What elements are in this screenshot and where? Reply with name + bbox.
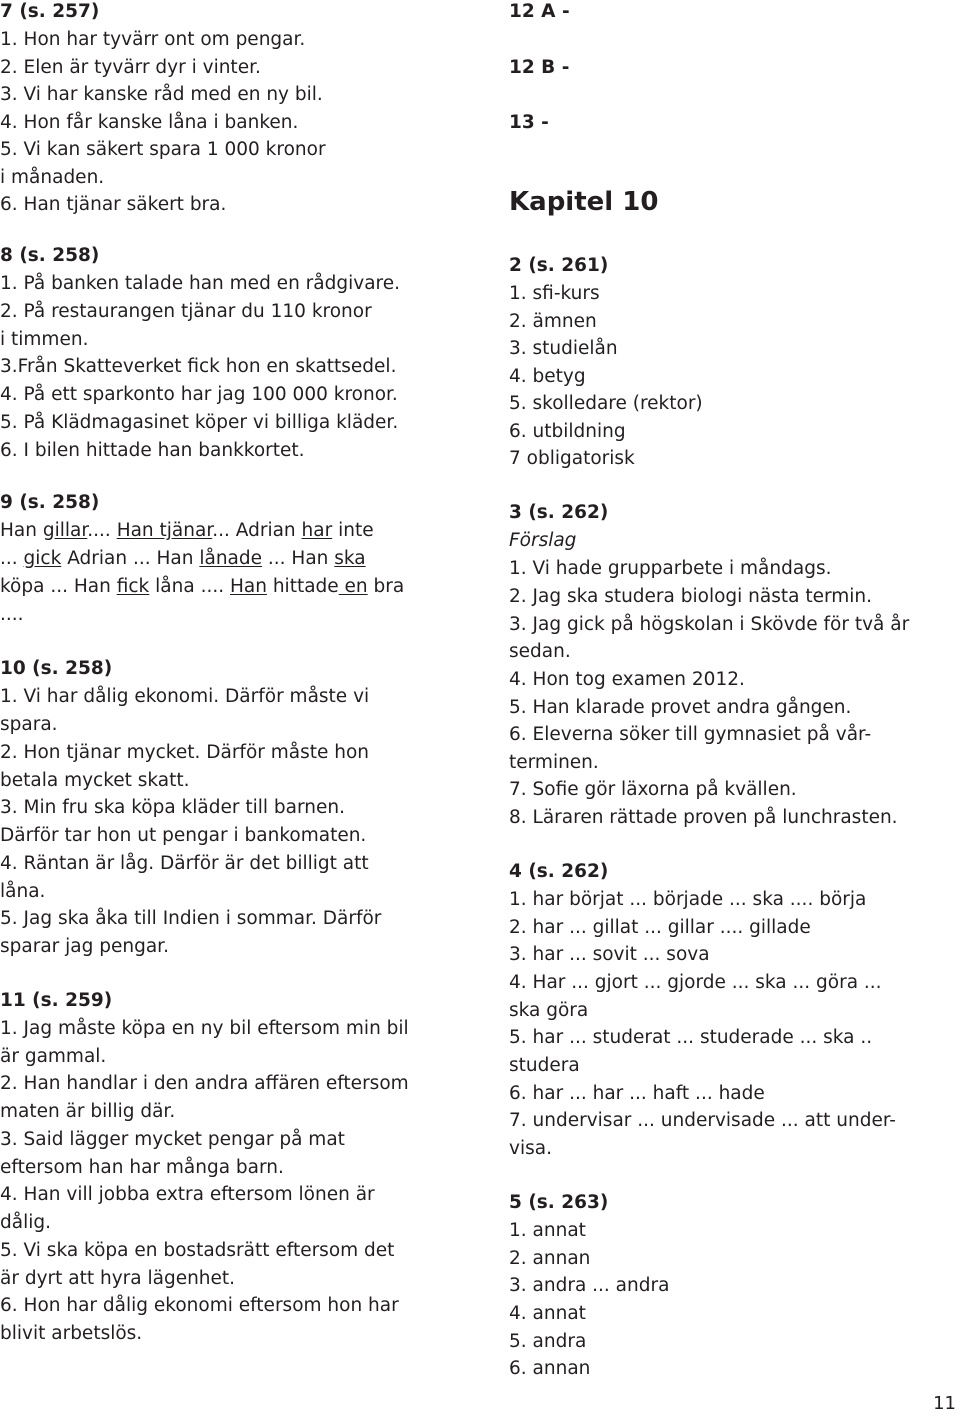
text-segment: Adrian ... Han <box>61 548 200 569</box>
exercise-heading: 2 (s. 261) <box>509 255 609 276</box>
answer-line: Därför tar hon ut pengar i bankomaten. <box>0 825 367 846</box>
answer-line: 2. Han handlar i den andra affären eftersom <box>0 1073 409 1094</box>
answer-line: 6. Han tjänar säkert bra. <box>0 194 227 215</box>
answer-line: 5. har ... studerat ... studerade ... ska .. <box>509 1027 873 1048</box>
answer-line: 3. andra ... andra <box>509 1275 670 1296</box>
answer-line: 5. Vi kan säkert spara 1 000 kronor <box>0 139 326 160</box>
underlined-word: ska <box>334 548 366 569</box>
answer-line: Förslag <box>509 530 577 551</box>
answer-line: 7. Sofie gör läxorna på kvällen. <box>509 779 797 800</box>
page-number: 11 <box>933 1393 956 1414</box>
text-segment: ... <box>0 548 24 569</box>
answer-line: 3. Vi har kanske råd med en ny bil. <box>0 84 323 105</box>
answer-line: studera <box>509 1055 580 1076</box>
answer-line: 2. Hon tjänar mycket. Därför måste hon <box>0 742 370 763</box>
answer-line: 3. Jag gick på högskolan i Skövde för två år <box>509 614 910 635</box>
answer-line: 1. Vi har dålig ekonomi. Därför måste vi <box>0 686 370 707</box>
answer-line: 3. Said lägger mycket pengar på mat <box>0 1129 345 1150</box>
exercise-heading: 11 (s. 259) <box>0 990 113 1011</box>
answer-line: 1. sfi-kurs <box>509 283 600 304</box>
answer-line: 6. annan <box>509 1358 591 1379</box>
exercise-heading: 10 (s. 258) <box>0 658 113 679</box>
text-segment: ... Adrian <box>212 520 302 541</box>
answer-line: 8. Läraren rättade proven på lunchrasten. <box>509 807 898 828</box>
answer-line: 4. Räntan är låg. Därför är det billigt att <box>0 853 369 874</box>
underlined-word: illar <box>54 520 88 541</box>
exercise-heading: 8 (s. 258) <box>0 245 100 266</box>
answer-line: maten är billig där. <box>0 1101 176 1122</box>
answer-line: spara. <box>0 714 58 735</box>
answer-line: i timmen. <box>0 329 89 350</box>
answer-line: 1. På banken talade han med en rådgivare. <box>0 273 400 294</box>
answer-line: 1. annat <box>509 1220 586 1241</box>
underlined-word: gick <box>23 548 62 569</box>
underlined-word: har <box>301 520 333 541</box>
exercise-heading: 4 (s. 262) <box>509 861 609 882</box>
answer-line: 5. Jag ska åka till Indien i sommar. Därför <box>0 908 382 929</box>
text-segment: Han g <box>0 520 55 541</box>
text-segment: inte <box>332 520 374 541</box>
answer-line: 3. har ... sovit ... sova <box>509 944 710 965</box>
answer-line <box>0 519 374 543</box>
answer-line: 3. studielån <box>509 338 618 359</box>
answer-line: 2. ämnen <box>509 311 597 332</box>
answer-line: visa. <box>509 1138 552 1159</box>
answer-line: 6. I bilen hittade han bankkortet. <box>0 440 305 461</box>
answer-line: 4. betyg <box>509 366 586 387</box>
answer-line: 4. Har ... gjort ... gjorde ... ska ... göra ... <box>509 972 882 993</box>
text-segment: köpa ... Han <box>0 576 117 597</box>
answer-line: dålig. <box>0 1212 51 1233</box>
underlined-word: fick <box>116 576 150 597</box>
answer-line: 2. Jag ska studera biologi nästa termin. <box>509 586 873 607</box>
answer-line: 1. Hon har tyvärr ont om pengar. <box>0 29 306 50</box>
answer-line: 1. Jag måste köpa en ny bil eftersom min bil <box>0 1018 409 1039</box>
answer-line: är dyrt att hyra lägenhet. <box>0 1268 236 1289</box>
answer-line: 6. har ... har ... haft ... hade <box>509 1083 765 1104</box>
answer-line: eftersom han har många barn. <box>0 1157 284 1178</box>
answer-line: 4. Han vill jobba extra eftersom lönen är <box>0 1184 375 1205</box>
answer-line: 2. annan <box>509 1248 591 1269</box>
answer-line: 5. skolledare (rektor) <box>509 393 703 414</box>
exercise-heading: 3 (s. 262) <box>509 502 609 523</box>
answer-line: 2. På restaurangen tjänar du 110 kronor <box>0 301 372 322</box>
answer-line: betala mycket skatt. <box>0 770 190 791</box>
text-segment: ... Han <box>262 548 335 569</box>
exercise-heading: 12 A - <box>509 1 570 22</box>
answer-line: blivit arbetslös. <box>0 1323 143 1344</box>
answer-line: låna. <box>0 881 46 902</box>
answer-line: 6. utbildning <box>509 421 626 442</box>
underlined-word: Han <box>229 576 267 597</box>
answer-line: 2. Elen är tyvärr dyr i vinter. <box>0 57 261 78</box>
answer-line <box>0 575 404 599</box>
exercise-heading: 13 - <box>509 112 549 133</box>
answer-line: 2. har ... gillat ... gillar .... gillade <box>509 917 811 938</box>
text-segment: låna .... <box>149 576 230 597</box>
answer-line: terminen. <box>509 752 599 773</box>
answer-line: 7 obligatorisk <box>509 448 635 469</box>
answer-line: 5. andra <box>509 1331 587 1352</box>
text-segment: hittade <box>266 576 339 597</box>
exercise-heading: 12 B - <box>509 57 570 78</box>
answer-line: 5. Han klarade provet andra gången. <box>509 697 852 718</box>
answer-line: ska göra <box>509 1000 589 1021</box>
answer-line: 6. Hon har dålig ekonomi eftersom hon har <box>0 1295 399 1316</box>
answer-line: i månaden. <box>0 167 105 188</box>
answer-line: sparar jag pengar. <box>0 936 169 957</box>
answer-line: 4. Hon får kanske låna i banken. <box>0 112 299 133</box>
answer-line: 3.Från Skatteverket fick hon en skattsedel. <box>0 356 397 377</box>
answer-line: 7. undervisar ... undervisade ... att under- <box>509 1110 896 1131</box>
text-segment: bra <box>367 576 405 597</box>
answer-line: 5. Vi ska köpa en bostadsrätt eftersom det <box>0 1240 395 1261</box>
underlined-word: lånade <box>199 548 263 569</box>
answer-line: 1. har börjat ... började ... ska .... börja <box>509 889 867 910</box>
answer-line: är gammal. <box>0 1046 107 1067</box>
answer-line: sedan. <box>509 641 571 662</box>
answer-line: 4. Hon tog examen 2012. <box>509 669 745 690</box>
answer-line <box>0 547 366 571</box>
text-segment: .... <box>87 520 117 541</box>
exercise-heading: 9 (s. 258) <box>0 492 100 513</box>
answer-line: 4. På ett sparkonto har jag 100 000 kronor. <box>0 384 398 405</box>
exercise-heading: 5 (s. 263) <box>509 1192 609 1213</box>
underlined-word: en <box>338 576 368 597</box>
chapter-heading: Kapitel 10 <box>509 187 659 217</box>
answer-line: 6. Eleverna söker till gymnasiet på vår- <box>509 724 872 745</box>
answer-line: 5. På Klädmagasinet köper vi billiga kläder. <box>0 412 399 433</box>
exercise-heading: 7 (s. 257) <box>0 1 100 22</box>
underlined-word: Han tjänar <box>116 520 213 541</box>
answer-line: 1. Vi hade grupparbete i måndags. <box>509 558 832 579</box>
answer-line: 3. Min fru ska köpa kläder till barnen. <box>0 797 345 818</box>
answer-line: 4. annat <box>509 1303 586 1324</box>
answer-line: .... <box>0 604 24 625</box>
